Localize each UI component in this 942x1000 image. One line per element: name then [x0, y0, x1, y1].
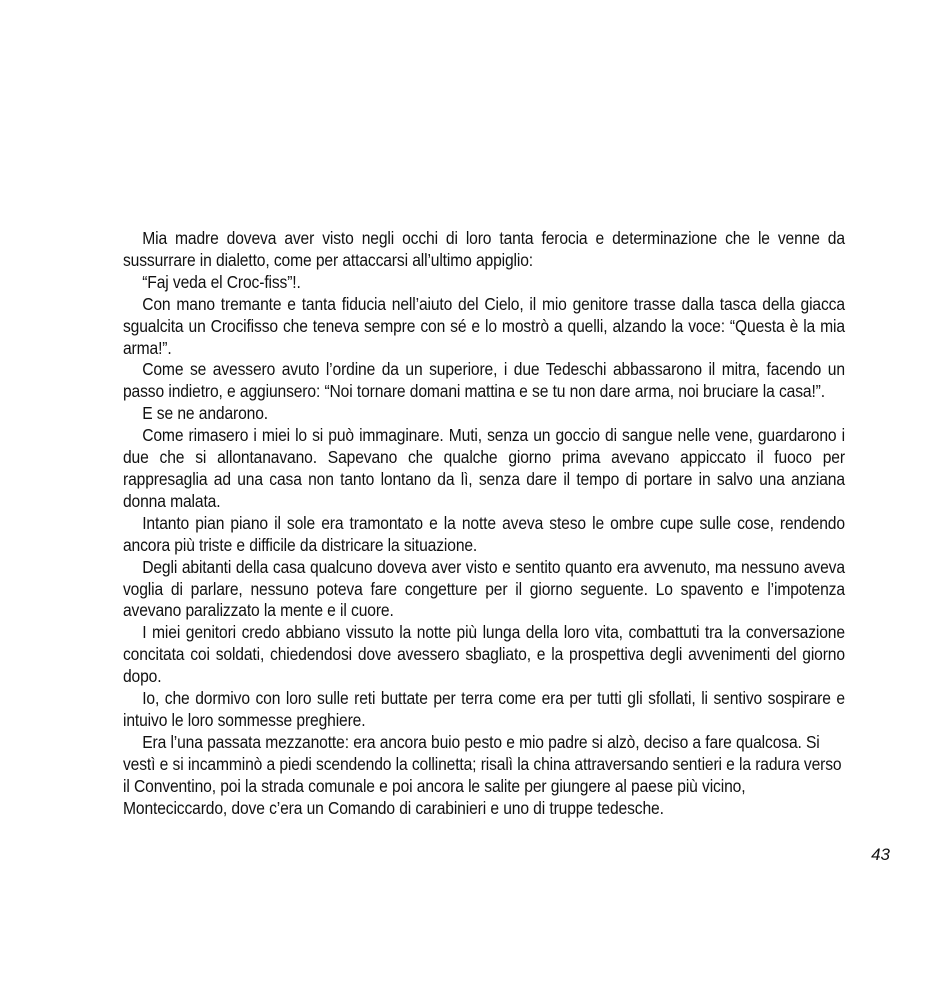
paragraph: Degli abitanti della casa qualcuno doveva aver visto e sentito quanto era avvenuto, ma nessuno aveva voglia di parlare, nessuno poteva fare congetture per il giorno seguente. Lo spavento e l’impotenza avevano paralizzato la mente e il cuore.: [123, 557, 845, 621]
page-number: 43: [871, 845, 890, 864]
paragraph: Mia madre doveva aver visto negli occhi di loro tanta ferocia e determinazione che le venne da sussurrare in dialetto, come per attaccarsi all’ultimo appiglio:: [123, 229, 845, 270]
body-text-block: [123, 228, 845, 819]
paragraph: Con mano tremante e tanta fiducia nell’aiuto del Cielo, il mio genitore trasse dalla tasca della giacca sgualcita un Crocifisso che teneva sempre con sé e lo mostrò a quelli, alzando la voce: “Questa è la mia arma!”.: [123, 294, 845, 358]
paragraph: Intanto pian piano il sole era tramontato e la notte aveva steso le ombre cupe sulle cose, rendendo ancora più triste e difficile da districare la situazione.: [123, 513, 845, 555]
paragraph: Come rimasero i miei lo si può immaginare. Muti, senza un goccio di sangue nelle vene, guardarono i due che si allontanavano. Sapevano che qualche giorno prima avevano appiccato il fuoco per rappresaglia ad una casa non tanto lontano da lì, senza dare il tempo di portare in salvo una anziana donna malata.: [123, 426, 845, 511]
paragraph: Era l’una passata mezzanotte: era ancora buio pesto e mio padre si alzò, deciso a fare qualcosa. Si vestì e si incamminò a piedi scendendo la collinetta; risalì la china attraversando sentieri e la radura verso il Conventino, poi la strada comunale e poi ancora le salite per giungere al paese più vicino, Monteciccardo, dove c’era un Comando di carabinieri e uno di truppe tedesche.: [123, 732, 842, 818]
paragraph: E se ne andarono.: [142, 404, 268, 424]
paragraph: I miei genitori credo abbiano vissuto la notte più lunga della loro vita, combattuti tra la conversazione concitata coi soldati, chiedendosi dove avessero sbagliato, e la prospettiva degli avvenimenti del giorno dopo.: [123, 623, 845, 687]
paragraph: Come se avessero avuto l’ordine da un superiore, i due Tedeschi abbassarono il mitra, facendo un passo indietro, e aggiunsero: “Noi tornare domani mattina e se tu non dare arma, noi bruciare la casa!”.: [123, 360, 845, 402]
paragraph: “Faj veda el Croc-fiss”!.: [142, 272, 301, 292]
paragraph: Io, che dormivo con loro sulle reti buttate per terra come era per tutti gli sfollati, li sentivo sospirare e intuivo le loro sommesse preghiere.: [123, 689, 845, 730]
